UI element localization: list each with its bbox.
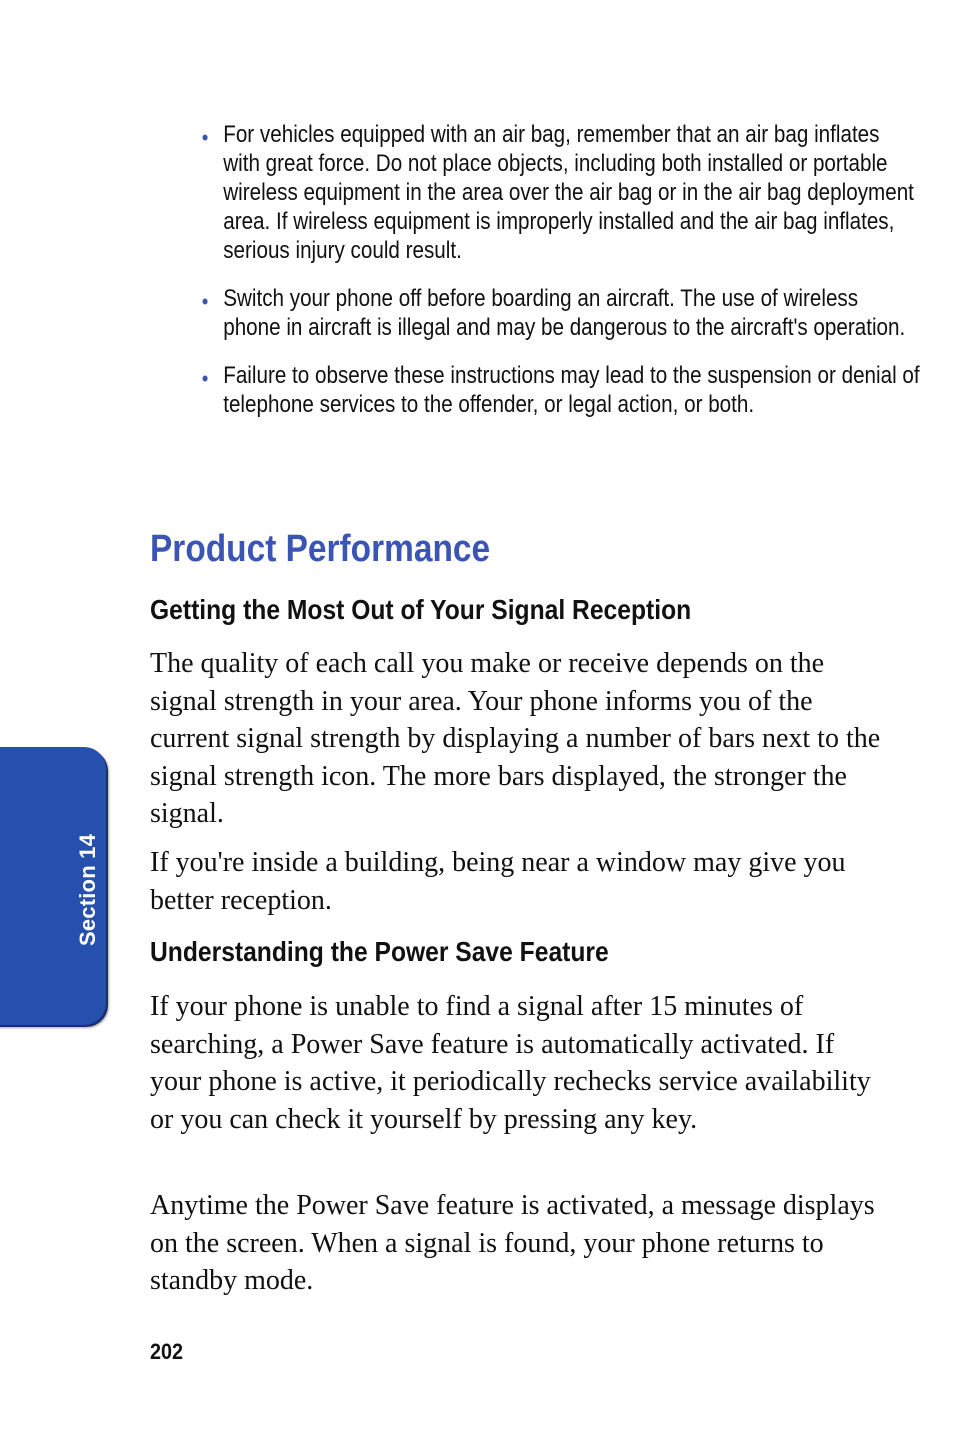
paragraph-building-reception: If you're inside a building, being near a window may give you better reception. xyxy=(150,847,846,916)
bullet-dot-icon: • xyxy=(201,125,209,150)
paragraph-power-save-activation: If your phone is unable to find a signal after 15 minutes of searching, a Power Save feature is automatically activated. If your phone is active, it periodically rechecks service availability or you can check it yourself by pressing any key. xyxy=(150,991,871,1135)
safety-bullet-list xyxy=(200,120,920,419)
bullet-item-aircraft xyxy=(200,284,920,342)
bullet-dot-icon: • xyxy=(201,366,209,391)
bullet-item-airbag xyxy=(200,120,920,265)
bullet-text: For vehicles equipped with an air bag, remember that an air bag inflates with great force. Do not place objects, including both installed or portable wireless equipment in the area over the air bag or in the air bag deployment area. If wireless equipment is improperly installed and the air bag inflates, serious injury could result. xyxy=(223,121,914,264)
subsection-heading-power-save: Understanding the Power Save Feature xyxy=(150,936,609,967)
bullet-dot-icon: • xyxy=(201,289,209,314)
section-tab-label: Section 14 xyxy=(75,833,100,947)
bullet-text: Failure to observe these instructions may lead to the suspension or denial of telephone services to the offender, or legal action, or both. xyxy=(223,362,920,418)
subsection-heading-signal: Getting the Most Out of Your Signal Reception xyxy=(150,594,692,625)
paragraph-signal-quality: The quality of each call you make or receive depends on the signal strength in your area. Your phone informs you of the current signal strength by displaying a number of bars next to the signal strength icon. The more bars displayed, the stronger the signal. xyxy=(150,648,881,829)
section-heading: Product Performance xyxy=(150,528,491,570)
bullet-item-failure xyxy=(200,361,920,419)
page-number: 202 xyxy=(150,1339,184,1364)
bullet-text: Switch your phone off before boarding an aircraft. The use of wireless phone in aircraft is illegal and may be dangerous to the aircraft's operation. xyxy=(223,285,906,341)
paragraph-power-save-message: Anytime the Power Save feature is activated, a message displays on the screen. When a signal is found, your phone returns to standby mode. xyxy=(150,1190,875,1296)
